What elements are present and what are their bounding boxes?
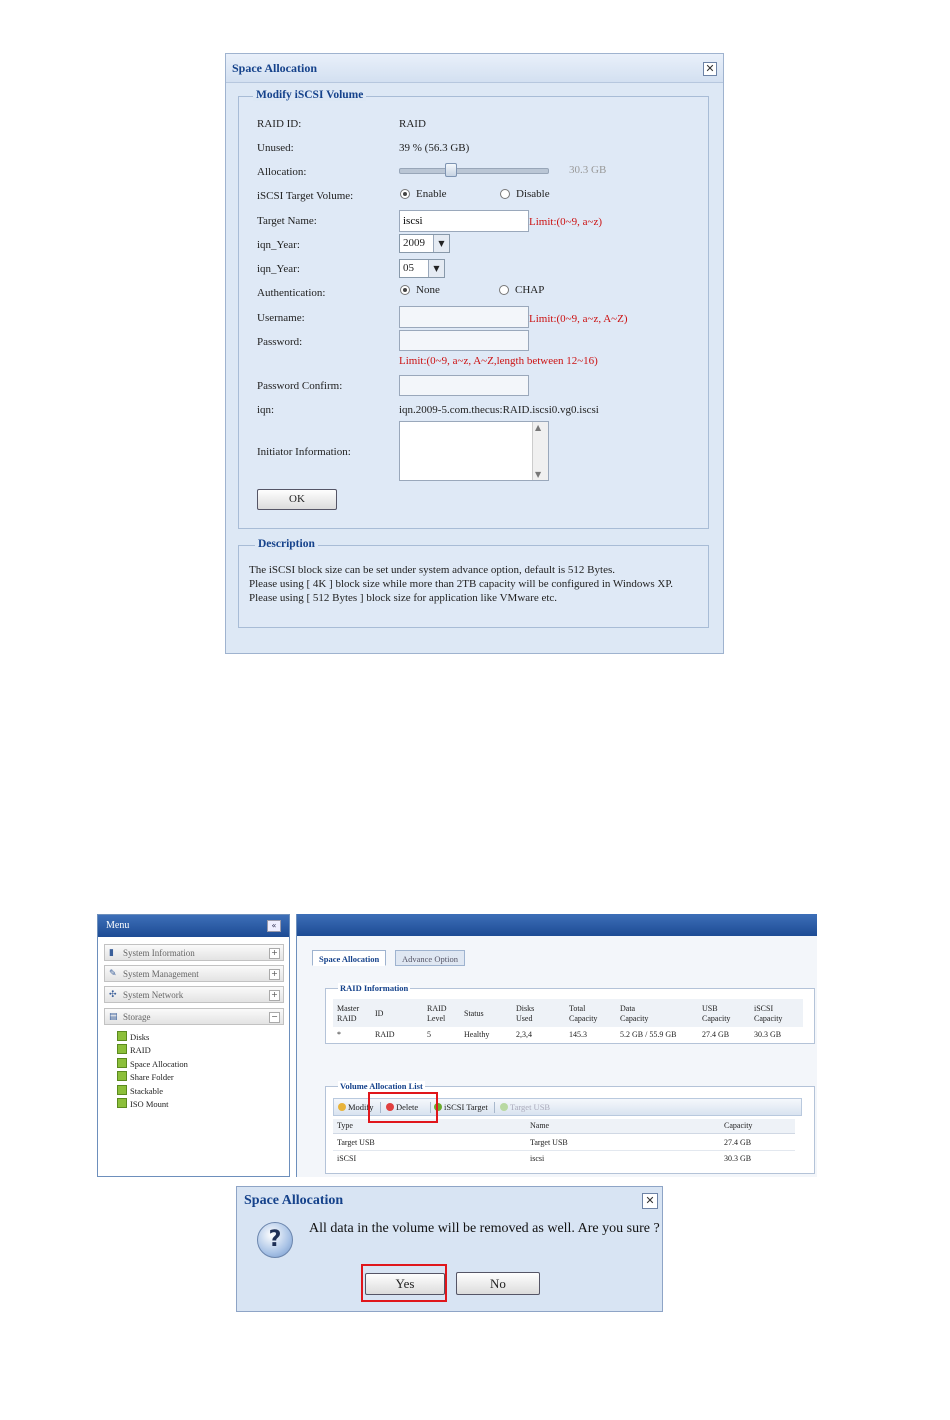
enable-label: Enable xyxy=(416,188,447,200)
volume-header-name: Name xyxy=(530,1121,550,1130)
raid-id-value: RAID xyxy=(399,118,426,130)
toolbar-label: Target USB xyxy=(510,1102,551,1112)
cube-icon xyxy=(117,1085,127,1095)
expand-icon[interactable]: + xyxy=(269,990,280,1001)
menu-group-label: System Information xyxy=(123,948,195,958)
menu-item-label: Share Folder xyxy=(130,1072,174,1082)
enable-radio[interactable] xyxy=(400,189,410,199)
menu-item-label: Space Allocation xyxy=(130,1059,188,1069)
password-confirm-input[interactable] xyxy=(399,375,529,396)
password-label: Password: xyxy=(257,336,303,348)
question-icon: ? xyxy=(257,1222,293,1258)
target-usb-icon xyxy=(500,1103,508,1111)
raid-header-status: Status xyxy=(464,1009,484,1018)
cube-icon xyxy=(117,1098,127,1108)
yes-button[interactable]: Yes xyxy=(365,1273,445,1295)
volume-cell: Target USB xyxy=(530,1138,568,1147)
raid-header-data-capacity: Data Capacity xyxy=(620,1004,649,1023)
description-title: Description xyxy=(255,538,318,550)
raid-table-row[interactable] xyxy=(333,1028,803,1041)
description-line-2: Please using [ 4K ] block size while more than 2TB capacity will be configured in Windows XP. xyxy=(249,578,673,590)
password-confirm-label: Password Confirm: xyxy=(257,380,343,392)
initiator-textarea[interactable] xyxy=(399,421,549,481)
raid-header-iscsi-capacity: iSCSI Capacity xyxy=(754,1004,783,1023)
raid-header-level: RAID Level xyxy=(427,1004,447,1023)
disable-radio[interactable] xyxy=(500,189,510,199)
cube-icon xyxy=(117,1071,127,1081)
confirm-dialog xyxy=(236,1186,663,1312)
allocation-slider-thumb[interactable] xyxy=(445,163,457,177)
menu-title: Menu xyxy=(106,920,130,931)
toolbar-label: Delete xyxy=(396,1102,419,1112)
menu-item-label: ISO Mount xyxy=(130,1099,169,1109)
menu-header xyxy=(98,915,289,937)
volume-cell: Target USB xyxy=(337,1138,375,1147)
iqn-label: iqn: xyxy=(257,404,275,416)
raid-cell: RAID xyxy=(375,1030,395,1039)
raid-cell: 5 xyxy=(427,1030,431,1039)
target-name-label: Target Name: xyxy=(257,215,317,227)
iscsi-target-button[interactable] xyxy=(434,1102,488,1112)
menu-item-disks[interactable] xyxy=(117,1031,149,1043)
menu-group-label: Storage xyxy=(123,1012,151,1022)
iqn-year-select[interactable] xyxy=(399,234,450,253)
volume-cell: iSCSI xyxy=(337,1154,357,1163)
username-label: Username: xyxy=(257,312,305,324)
raid-header-id: ID xyxy=(375,1009,384,1018)
raid-id-label: RAID ID: xyxy=(257,118,302,130)
scroll-down-icon[interactable]: ▼ xyxy=(535,470,542,479)
confirm-dialog-title: Space Allocation xyxy=(244,1193,344,1208)
allocation-label: Allocation: xyxy=(257,166,307,178)
description-line-1: The iSCSI block size can be set under system advance option, default is 512 Bytes. xyxy=(249,564,615,576)
toolbar-separator xyxy=(494,1102,495,1113)
iqn-month-label: iqn_Year: xyxy=(257,263,300,275)
description-line-3: Please using [ 512 Bytes ] block size for application like VMware etc. xyxy=(249,592,558,604)
no-button[interactable]: No xyxy=(456,1272,540,1295)
disable-label: Disable xyxy=(516,188,550,200)
raid-cell: 2,3,4 xyxy=(516,1030,532,1039)
network-icon: ✣ xyxy=(109,990,117,1000)
menu-group-storage[interactable] xyxy=(104,1008,284,1025)
target-usb-button[interactable] xyxy=(500,1102,550,1112)
raid-cell: 5.2 GB / 55.9 GB xyxy=(620,1030,677,1039)
iqn-year-label: iqn_Year: xyxy=(257,239,300,251)
unused-value: 39 % (56.3 GB) xyxy=(399,142,470,154)
tab-space-allocation[interactable]: Space Allocation xyxy=(312,950,386,966)
info-icon: ▮ xyxy=(109,948,114,958)
menu-group-system-management[interactable] xyxy=(104,965,284,982)
menu-group-label: System Management xyxy=(123,969,199,979)
expand-icon[interactable]: + xyxy=(269,948,280,959)
target-name-input[interactable] xyxy=(399,210,529,232)
auth-chap-label: CHAP xyxy=(515,284,545,296)
chevron-down-icon: ▼ xyxy=(433,235,449,252)
tab-advance-option[interactable]: Advance Option xyxy=(395,950,465,966)
yes-highlight-box xyxy=(361,1264,447,1302)
collapse-icon[interactable]: « xyxy=(267,920,281,932)
dialog-titlebar xyxy=(226,54,723,83)
close-icon[interactable]: ✕ xyxy=(703,62,717,76)
cube-icon xyxy=(117,1058,127,1068)
storage-icon: ▤ xyxy=(109,1012,118,1022)
section-title: Modify iSCSI Volume xyxy=(253,89,366,101)
menu-item-stackable[interactable] xyxy=(117,1085,163,1097)
toolbar-label: Modify xyxy=(348,1102,374,1112)
target-name-limit: Limit:(0~9, a~z) xyxy=(529,216,602,228)
raid-cell: 27.4 GB xyxy=(702,1030,730,1039)
toolbar-label: iSCSI Target xyxy=(444,1102,488,1112)
menu-item-space-allocation[interactable] xyxy=(117,1058,188,1070)
volume-cell: 30.3 GB xyxy=(724,1154,752,1163)
table-row[interactable] xyxy=(333,1136,795,1151)
target-volume-label: iSCSI Target Volume: xyxy=(257,190,354,202)
allocation-value: 30.3 GB xyxy=(569,164,607,176)
nav-menu xyxy=(97,914,290,1177)
raid-cell: * xyxy=(337,1030,341,1039)
dialog-title: Space Allocation xyxy=(232,61,318,75)
unused-label: Unused: xyxy=(257,142,294,154)
authentication-label: Authentication: xyxy=(257,287,326,299)
raid-header-usb-capacity: USB Capacity xyxy=(702,1004,731,1023)
close-icon[interactable]: ✕ xyxy=(642,1193,658,1209)
volume-list-title: Volume Allocation List xyxy=(340,1081,423,1091)
raid-header-disks-used: Disks Used xyxy=(516,1004,535,1023)
ok-button[interactable]: OK xyxy=(257,489,337,510)
auth-chap-radio[interactable] xyxy=(499,285,509,295)
raid-cell: 30.3 GB xyxy=(754,1030,782,1039)
raid-header-master: Master RAID xyxy=(337,1004,360,1023)
collapse-group-icon[interactable]: − xyxy=(269,1012,280,1023)
cube-icon xyxy=(117,1031,127,1041)
raid-cell: Healthy xyxy=(464,1030,490,1039)
menu-item-label: Stackable xyxy=(130,1086,164,1096)
panel-header xyxy=(297,914,817,936)
iqn-value: iqn.2009-5.com.thecus:RAID.iscsi0.vg0.iscsi xyxy=(399,404,599,416)
raid-info-title: RAID Information xyxy=(340,983,409,993)
iqn-month-value: 05 xyxy=(403,262,414,274)
cube-icon xyxy=(117,1044,127,1054)
delete-highlight-box xyxy=(368,1092,438,1123)
menu-group-system-information[interactable] xyxy=(104,944,284,961)
confirm-message: All data in the volume will be removed as well. Are you sure ? xyxy=(309,1221,660,1236)
password-limit: Limit:(0~9, a~z, A~Z,length between 12~16) xyxy=(399,355,598,367)
raid-cell: 145.3 xyxy=(569,1030,587,1039)
scroll-up-icon[interactable]: ▲ xyxy=(535,423,542,432)
menu-item-label: RAID xyxy=(130,1045,151,1055)
menu-item-share-folder[interactable] xyxy=(117,1071,174,1083)
volume-header-capacity: Capacity xyxy=(724,1121,753,1130)
menu-item-iso-mount[interactable] xyxy=(117,1098,169,1110)
password-input[interactable] xyxy=(399,330,529,351)
menu-item-raid[interactable] xyxy=(117,1044,151,1056)
iqn-year-value: 2009 xyxy=(403,237,425,249)
volume-cell: 27.4 GB xyxy=(724,1138,752,1147)
raid-header-total-capacity: Total Capacity xyxy=(569,1004,598,1023)
menu-item-label: Disks xyxy=(130,1032,150,1042)
menu-group-label: System Network xyxy=(123,990,184,1000)
modify-icon xyxy=(338,1103,346,1111)
modify-iscsi-dialog xyxy=(225,53,724,654)
auth-none-radio[interactable] xyxy=(400,285,410,295)
space-allocation-panel xyxy=(296,914,817,1177)
username-input[interactable] xyxy=(399,306,529,328)
allocation-slider-track[interactable] xyxy=(399,168,549,174)
volume-cell: iscsi xyxy=(530,1154,545,1163)
chevron-down-icon: ▼ xyxy=(428,260,444,277)
volume-header-type: Type xyxy=(337,1121,353,1130)
expand-icon[interactable]: + xyxy=(269,969,280,980)
auth-none-label: None xyxy=(416,284,440,296)
wrench-icon: ✎ xyxy=(109,969,117,979)
iqn-month-select[interactable] xyxy=(399,259,445,278)
initiator-label: Initiator Information: xyxy=(257,446,351,458)
scrollbar[interactable] xyxy=(532,422,548,480)
username-limit: Limit:(0~9, a~z, A~Z) xyxy=(529,313,628,325)
menu-group-system-network[interactable] xyxy=(104,986,284,1003)
table-row[interactable] xyxy=(333,1152,795,1166)
